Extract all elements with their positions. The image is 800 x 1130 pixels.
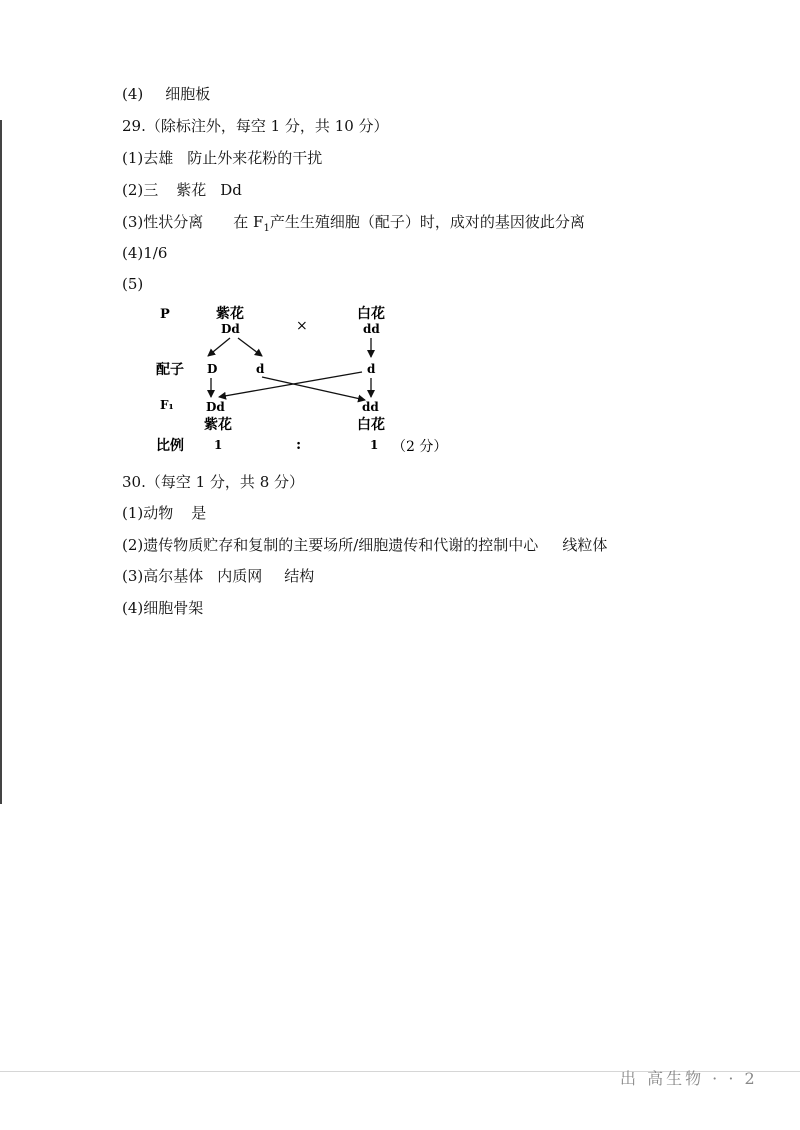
- answer-number: (1): [122, 504, 144, 522]
- answer-number: (2): [122, 536, 144, 554]
- label-ratio: 比例: [156, 438, 184, 454]
- answer-text: 遗传物质贮存和复制的主要场所/细胞遗传和代谢的控制中心: [143, 536, 539, 554]
- label-p: P: [160, 307, 170, 322]
- p-left-phenotype: 紫花: [216, 306, 244, 322]
- label-f1: F₁: [160, 398, 174, 412]
- genetic-cross-diagram: [0, 0, 800, 470]
- gamete-D: D: [207, 362, 218, 376]
- ratio-colon: :: [296, 437, 302, 453]
- answer-text: 产生生殖细胞（配子）时，成对的基因彼此分离: [269, 213, 585, 231]
- gamete-d2: d: [367, 362, 376, 376]
- answer-text: 三: [143, 181, 159, 199]
- answer-text: 去雄: [143, 149, 174, 167]
- answer-text: 在 F: [233, 213, 264, 231]
- answer-number: (3): [122, 567, 144, 585]
- answer-text: 1/6: [143, 244, 168, 262]
- arrow-parent-to-gamete-d: [238, 338, 262, 356]
- arrow-d2-to-f1-Dd: [219, 372, 362, 397]
- answer-text: 防止外来花粉的干扰: [187, 149, 323, 167]
- p-left-genotype: Dd: [221, 322, 240, 336]
- page-footer: 出 高生物 · · 2: [620, 1069, 758, 1088]
- answer-text: 线粒体: [562, 536, 608, 554]
- subscript: 1: [263, 223, 270, 234]
- q30-answer-1: [122, 503, 206, 523]
- answer-number: (5): [122, 275, 144, 293]
- answer-text: 结构: [284, 567, 315, 585]
- q30-answer-2: [122, 535, 607, 555]
- answer-text: 高尔基体: [143, 567, 204, 585]
- answer-text: Dd: [220, 181, 242, 199]
- answer-number: (4): [122, 599, 144, 617]
- q29-header: 29.（除标注外，每空 1 分，共 10 分）: [122, 117, 389, 135]
- ratio-left: 1: [214, 438, 223, 452]
- score-note: （2 分）: [392, 439, 448, 455]
- f1-left-phenotype: 紫花: [204, 417, 232, 433]
- q30-header: 30.（每空 1 分，共 8 分）: [122, 473, 305, 491]
- q30-answer-3: [122, 566, 314, 586]
- arrow-parent-to-gamete-D: [208, 338, 230, 356]
- answer-text: 性状分离: [143, 213, 204, 231]
- answer-text: 是: [191, 504, 207, 522]
- f1-right-phenotype: 白花: [357, 417, 385, 433]
- answer-number: (2): [122, 181, 144, 199]
- q30-answer-4: [122, 598, 203, 618]
- p-right-phenotype: 白花: [357, 306, 385, 322]
- answer-number: (4): [122, 85, 144, 103]
- answer-text: 细胞板: [165, 85, 211, 103]
- answer-number: (3): [122, 213, 144, 231]
- label-gamete: 配子: [156, 362, 184, 378]
- p-right-genotype: dd: [363, 322, 380, 336]
- f1-left-genotype: Dd: [206, 400, 225, 414]
- answer-text: 内质网: [217, 567, 263, 585]
- answer-text: 紫花: [176, 181, 207, 199]
- ratio-right: 1: [370, 438, 379, 452]
- answer-number: (1): [122, 149, 144, 167]
- f1-right-genotype: dd: [362, 400, 379, 414]
- answer-text: 动物: [143, 504, 174, 522]
- answer-text: 细胞骨架: [143, 599, 204, 617]
- cross-symbol: ×: [296, 318, 308, 334]
- gamete-d: d: [256, 362, 265, 376]
- answer-number: (4): [122, 244, 144, 262]
